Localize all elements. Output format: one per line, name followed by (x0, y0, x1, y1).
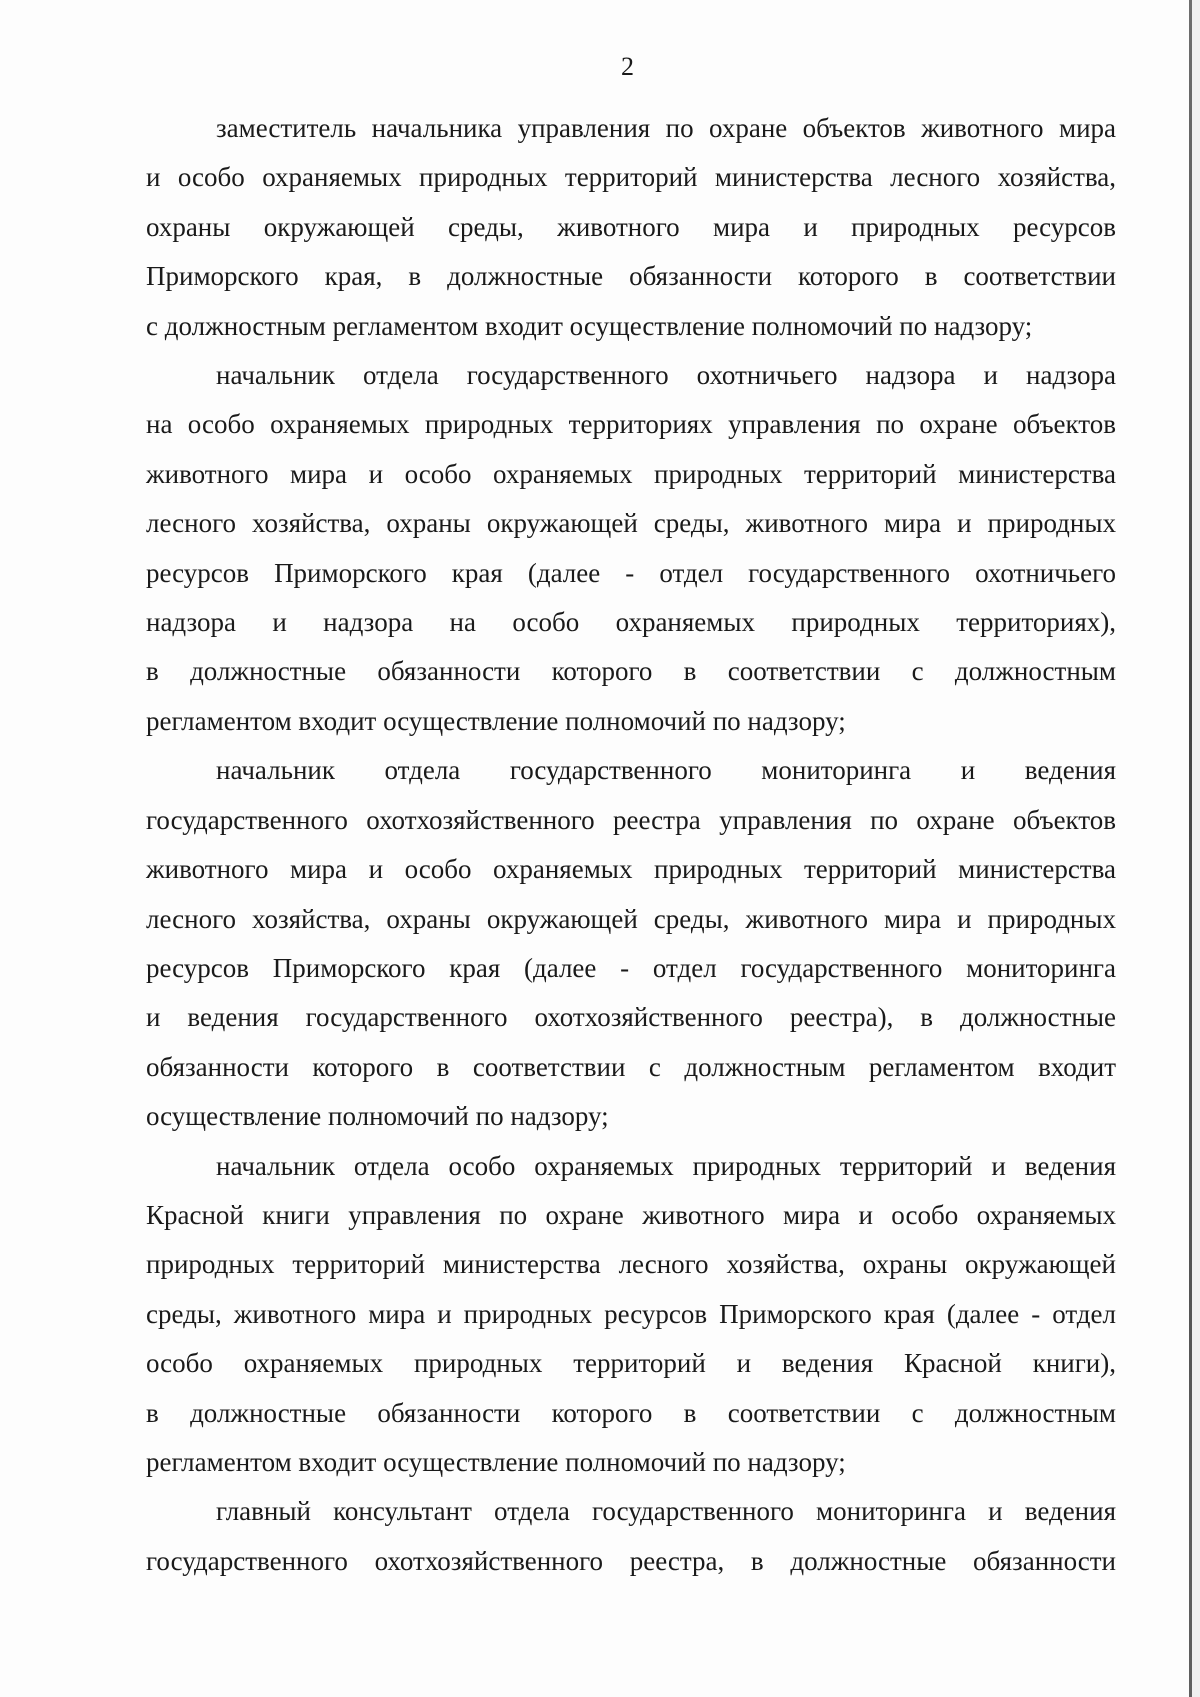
text-line: охраны окружающей среды, животного мира и природных ресурсов (146, 211, 1116, 242)
text-line: и ведения государственного охотхозяйственного реестра), в должностные (146, 1002, 1116, 1033)
paragraph-4 (146, 1142, 1116, 1488)
text-line: начальник отдела государственного мониторинга и ведения (216, 755, 1116, 786)
text-line: государственного охотхозяйственного реестра управления по охране объектов (146, 804, 1116, 835)
text-line: главный консультант отдела государственного мониторинга и ведения (216, 1496, 1116, 1527)
text-line: лесного хозяйства, охраны окружающей среды, животного мира и природных (146, 508, 1116, 539)
text-line: начальник отдела государственного охотничьего надзора и надзора (216, 360, 1116, 391)
text-line: с должностным регламентом входит осуществление полномочий по надзору; (146, 310, 1033, 341)
text-line: Красной книги управления по охране животного мира и особо охраняемых (146, 1199, 1116, 1230)
paragraph-2 (146, 351, 1116, 746)
text-line: осуществление полномочий по надзору; (146, 1101, 609, 1132)
text-line: животного мира и особо охраняемых природных территорий министерства (146, 854, 1116, 885)
text-line: заместитель начальника управления по охране объектов животного мира (216, 113, 1116, 143)
text-line: лесного хозяйства, охраны окружающей среды, животного мира и природных (146, 903, 1116, 934)
text-line: регламентом входит осуществление полномочий по надзору; (146, 1446, 846, 1477)
text-line: надзора и надзора на особо охраняемых природных территориях), (146, 607, 1116, 638)
paragraph-1 (146, 104, 1116, 351)
scan-margin (1192, 0, 1200, 1697)
text-line: регламентом входит осуществление полномочий по надзору; (146, 705, 846, 736)
text-line: особо охраняемых природных территорий и ведения Красной книги), (146, 1348, 1116, 1379)
text-line: на особо охраняемых природных территориях управления по охране объектов (146, 409, 1116, 440)
text-line: в должностные обязанности которого в соответствии с должностным (146, 1397, 1116, 1428)
text-line: обязанности которого в соответствии с должностным регламентом входит (146, 1051, 1116, 1082)
paragraph-5 (146, 1487, 1116, 1586)
text-line: государственного охотхозяйственного реестра, в должностные обязанности (146, 1545, 1116, 1576)
text-line: среды, животного мира и природных ресурсов Приморского края (далее - отдел (146, 1298, 1116, 1329)
scan-edge-line (1189, 0, 1192, 1697)
text-line: животного мира и особо охраняемых природных территорий министерства (146, 458, 1116, 489)
text-line: Приморского края, в должностные обязанности которого в соответствии (146, 261, 1116, 292)
text-line: начальник отдела особо охраняемых природных территорий и ведения (216, 1150, 1116, 1181)
text-line: природных территорий министерства лесного хозяйства, охраны окружающей (146, 1249, 1116, 1280)
page-number: 2 (621, 52, 634, 81)
paragraph-3 (146, 746, 1116, 1141)
document-body (146, 104, 1116, 1586)
text-line: ресурсов Приморского края (далее - отдел государственного мониторинга (146, 952, 1116, 983)
text-line: ресурсов Приморского края (далее - отдел государственного охотничьего (146, 557, 1116, 588)
text-line: и особо охраняемых природных территорий министерства лесного хозяйства, (146, 162, 1116, 193)
text-line: в должностные обязанности которого в соответствии с должностным (146, 656, 1116, 687)
